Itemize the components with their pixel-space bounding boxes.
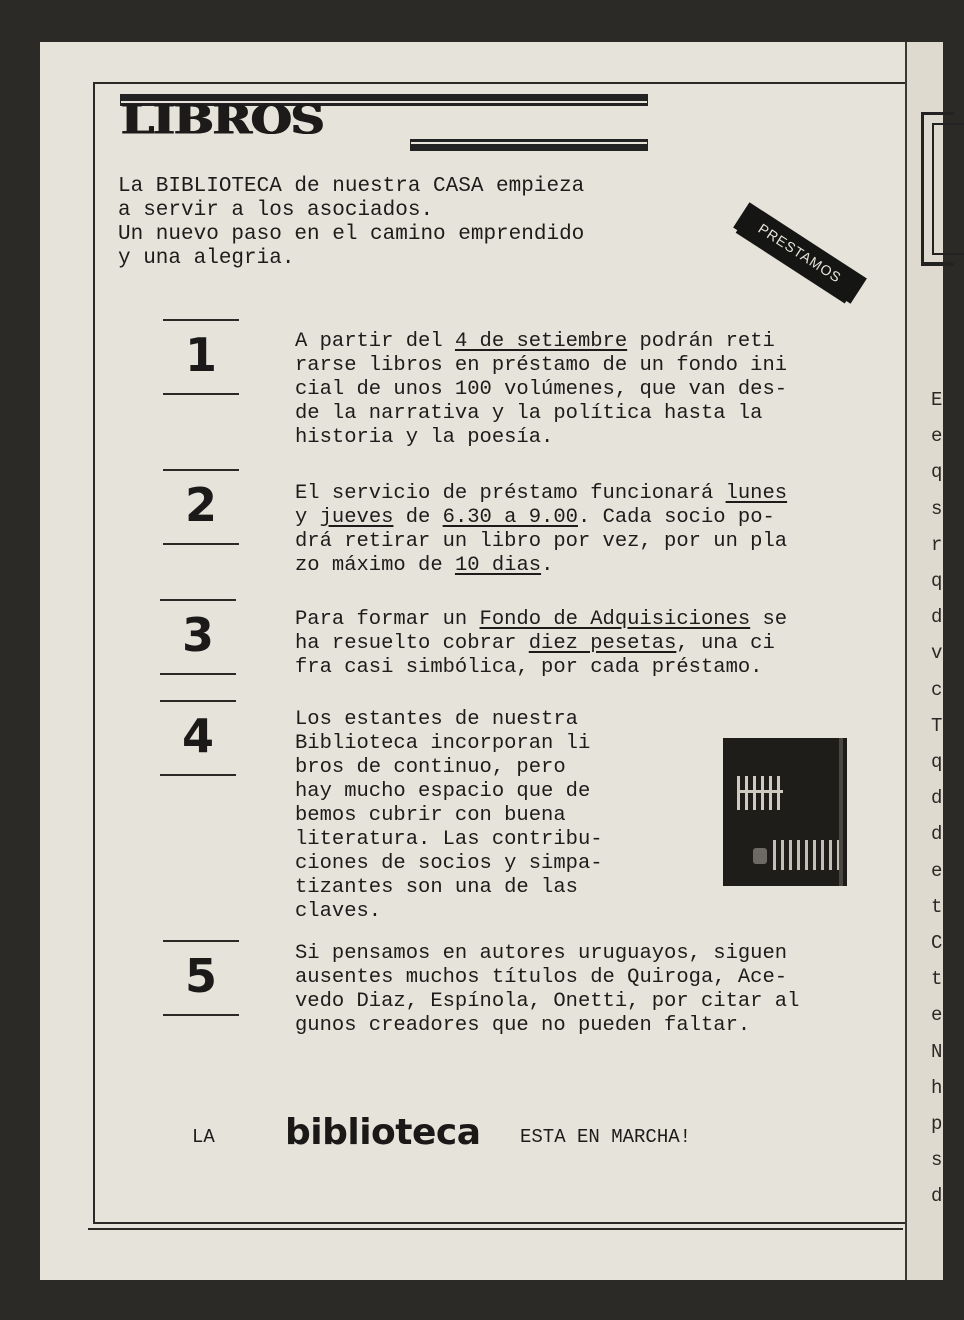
item-2-mid2: de: [393, 506, 443, 529]
adjacent-letter: N: [931, 1040, 943, 1063]
item-3-pre: Para formar un: [295, 608, 480, 631]
title-block: [120, 92, 648, 157]
title-rule-bottom: [410, 144, 648, 151]
item-number-5: 5: [163, 940, 239, 1016]
adjacent-letter: r: [931, 533, 943, 556]
adjacent-letter: T: [931, 714, 943, 737]
item-5-text: Si pensamos en autores uruguayos, siguen ausentes muchos títulos de Quiroga, Ace- vedo Diaz, Espínola, Onetti, por citar al gunos creadores que no pueden faltar.: [295, 942, 800, 1037]
adjacent-rule: [921, 262, 951, 265]
photo-lamp: [753, 848, 767, 864]
item-number-2: 2: [163, 469, 239, 545]
item-3-price: diez pesetas: [528, 632, 677, 655]
item-3-post: , una ci fra casi simbólica, por cada préstamo.: [295, 632, 775, 679]
item-1-post: podrán reti rarse libros en préstamo de un fondo ini cial de unos 100 volúmenes, que van des- de la narrativa y la política hasta la historia y la poesía.: [295, 330, 788, 449]
item-4-text: Los estantes de nuestra Biblioteca incorporan li bros de continuo, pero hay mucho espacio que de bemos cubrir con buena literatura. Las contribu- ciones de socios y simpa- tizantes son una de las claves.: [295, 708, 603, 923]
footer-la: LA: [192, 1126, 215, 1148]
item-2-pre: El servicio de préstamo funcionará: [295, 482, 726, 505]
adjacent-letter: C: [931, 932, 943, 955]
intro-paragraph: La BIBLIOTECA de nuestra CASA empieza a servir a los asociados. Un nuevo paso en el camino emprendido y una alegria.: [118, 175, 585, 270]
item-2-post: .: [541, 554, 554, 577]
adjacent-letter: q: [931, 751, 943, 774]
item-3-text: [295, 608, 895, 680]
adjacent-letter: v: [931, 642, 943, 665]
item-2-days: 10 dias: [454, 554, 542, 577]
adjacent-letter: d: [931, 1185, 943, 1208]
adjacent-letter: d: [931, 823, 943, 846]
frame-bottom-rule: [88, 1228, 903, 1230]
item-2-hours: 6.30 a 9.00: [442, 506, 578, 529]
adjacent-letter: s: [931, 1149, 943, 1172]
item-1-text: [295, 330, 895, 450]
adjacent-box-fragment: [921, 112, 954, 266]
photo-window-bottom: [773, 840, 839, 870]
page: [40, 42, 910, 1280]
adjacent-letter: h: [931, 1076, 943, 1099]
item-number-3: 3: [160, 599, 236, 675]
photo-window-top: [737, 776, 783, 810]
library-photo: [723, 738, 847, 886]
item-number-4: 4: [160, 700, 236, 776]
item-number-1: 1: [163, 319, 239, 395]
adjacent-page-edge: [905, 42, 943, 1280]
adjacent-letter: e: [931, 1004, 943, 1027]
item-2-mid3: . Cada socio po- drá retirar un libro por vez, por un pla zo máximo de: [295, 506, 788, 577]
adjacent-letter: E: [931, 389, 943, 411]
adjacent-letter: t: [931, 968, 943, 991]
item-2-mid1: y: [295, 506, 308, 529]
adjacent-letter: p: [931, 1113, 943, 1136]
prestamos-stamp: PRESTAMOS: [733, 202, 867, 303]
adjacent-text-column: [931, 382, 945, 1215]
adjacent-letter: q: [931, 570, 943, 593]
item-1-pre: A partir del: [295, 330, 455, 353]
adjacent-letter: c: [931, 678, 943, 701]
adjacent-letter: d: [931, 787, 943, 810]
photo-edge: [839, 738, 843, 886]
adjacent-letter: d: [931, 606, 943, 629]
adjacent-letter: s: [931, 497, 943, 520]
item-2-lunes: lunes: [725, 482, 788, 505]
adjacent-letter: q: [931, 461, 943, 484]
item-3-fondo: Fondo de Adquisiciones: [479, 608, 751, 631]
adjacent-letter: t: [931, 895, 943, 918]
page-title: LIBROS: [120, 96, 323, 144]
adjacent-letter: e: [931, 859, 943, 882]
footer-brand-logo: biblioteca: [285, 1112, 481, 1153]
item-3-mid1: se ha resuelto cobrar: [295, 608, 788, 655]
item-1-date: 4 de setiembre: [454, 330, 628, 353]
adjacent-letter: e: [931, 425, 943, 448]
item-2-jueves: jueves: [319, 506, 394, 529]
item-2-text: [295, 482, 895, 578]
footer-tagline: ESTA EN MARCHA!: [520, 1126, 692, 1148]
